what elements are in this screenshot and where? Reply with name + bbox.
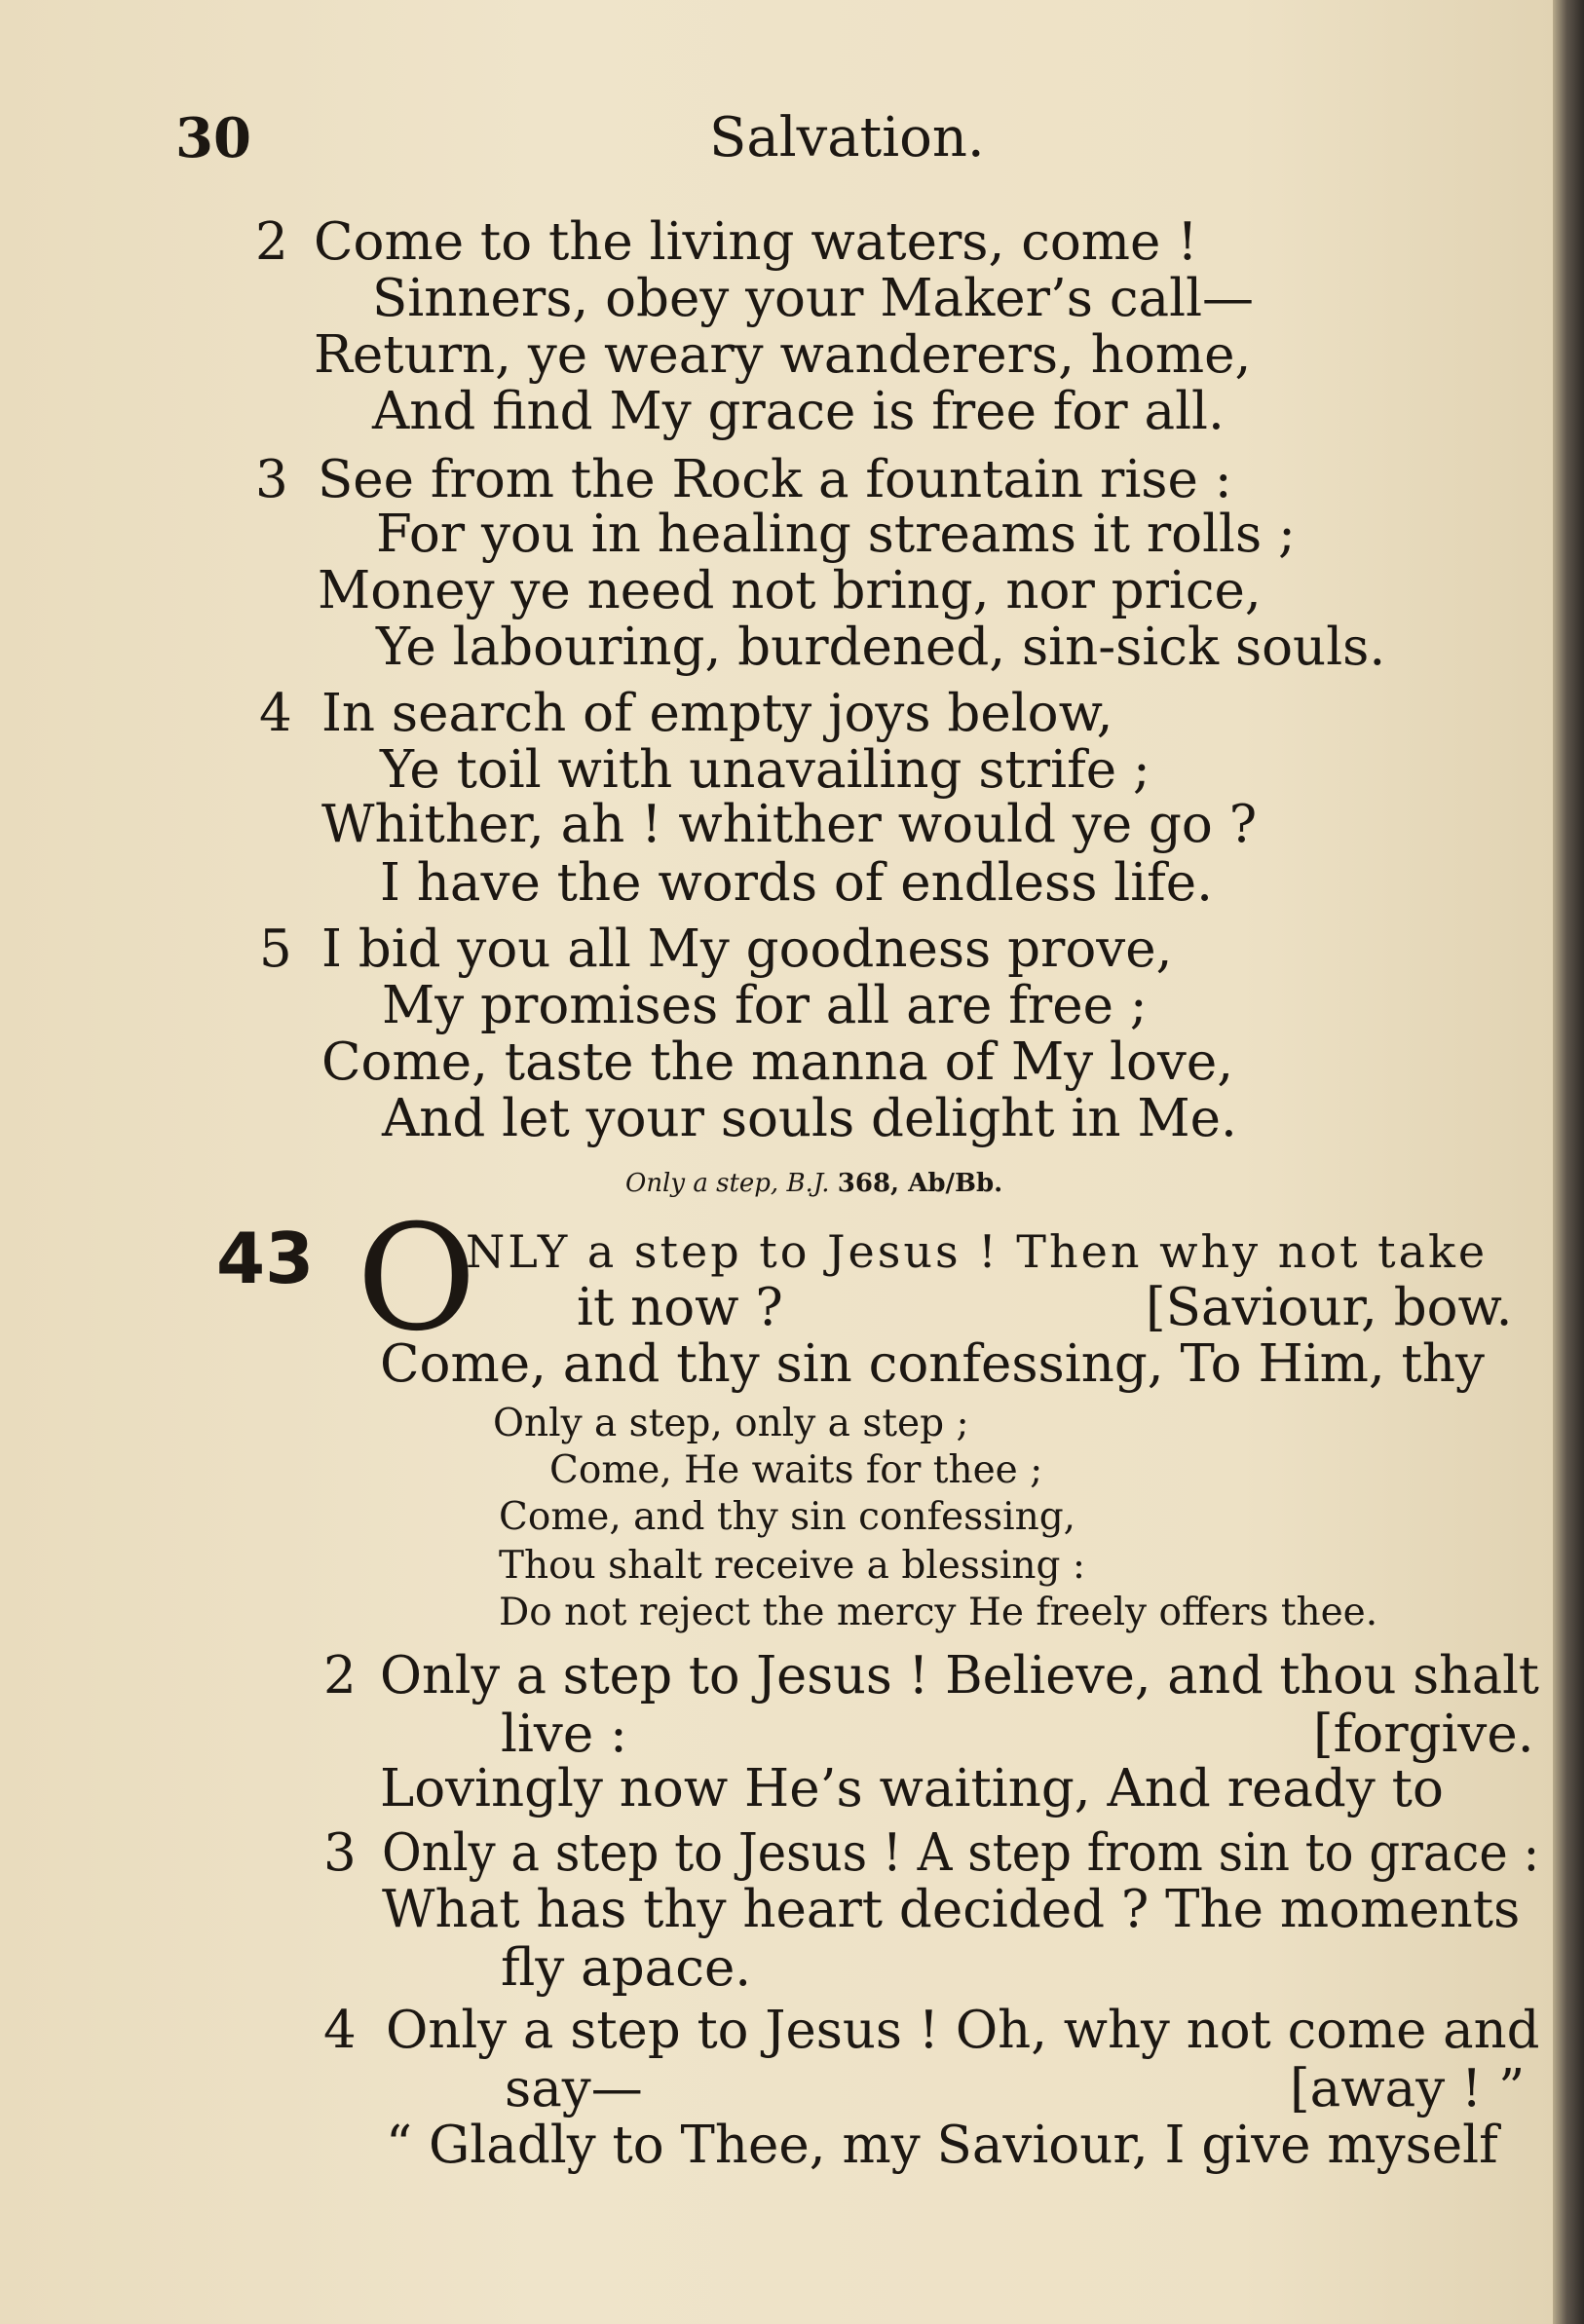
chorus-line: Come, and thy sin confessing,: [499, 1495, 1076, 1539]
verse-line: And find My grace is free for all.: [372, 382, 1225, 441]
verse-number: 2: [323, 1646, 357, 1706]
verse-line: [away ! ”: [1290, 2059, 1526, 2118]
verse-number: 3: [323, 1823, 357, 1883]
drop-cap: O: [357, 1194, 476, 1364]
verse-line: Come, taste the manna of My love,: [321, 1032, 1234, 1092]
chorus-line: Thou shalt receive a blessing :: [499, 1544, 1085, 1588]
verse-line: Whither, ah ! whither would ye go ?: [321, 795, 1258, 854]
verse-line: See from the Rock a fountain rise :: [318, 450, 1232, 509]
verse-line: I have the words of endless life.: [380, 853, 1213, 913]
verse-line: fly apace.: [501, 1938, 752, 1998]
verse-line: “ Gladly to Thee, my Saviour, I give myself: [386, 2116, 1498, 2175]
book-spine-edge: [1553, 0, 1584, 2324]
hymn-number: 43: [216, 1218, 315, 1299]
verse-line: I bid you all My goodness prove,: [321, 919, 1173, 979]
verse-line: Money ye need not bring, nor price,: [318, 561, 1262, 620]
chorus-line: Do not reject the mercy He freely offers thee.: [499, 1591, 1378, 1634]
verse-line: For you in healing streams it rolls ;: [376, 505, 1296, 564]
verse-line: NLY a step to Jesus ! Then why not take: [466, 1225, 1489, 1278]
verse-line: Lovingly now He’s waiting, And ready to: [380, 1759, 1444, 1818]
verse-line: live :: [501, 1705, 627, 1764]
verse-line: Only a step to Jesus ! Believe, and thou shalt: [380, 1646, 1539, 1706]
verse-line: Only a step to Jesus ! A step from sin to grace :: [382, 1823, 1540, 1883]
tune-key: 368, Ab/Bb.: [837, 1169, 1003, 1198]
tune-reference: [625, 1171, 1002, 1196]
verse-line: Only a step to Jesus ! Oh, why not come and: [386, 2001, 1540, 2060]
verse-line: Sinners, obey your Maker’s call—: [372, 269, 1255, 328]
verse-line: Ye toil with unavailing strife ;: [380, 740, 1150, 800]
verse-line: it now ?: [577, 1278, 783, 1337]
verse-line: Ye labouring, burdened, sin-sick souls.: [376, 618, 1386, 677]
verse-number: 5: [259, 919, 292, 979]
verse-line: Return, ye weary wanderers, home,: [314, 325, 1252, 385]
page-number: 30: [175, 106, 251, 170]
verse-line: My promises for all are free ;: [382, 976, 1148, 1035]
verse-line: In search of empty joys below,: [321, 684, 1113, 743]
verse-line: What has thy heart decided ? The moments: [382, 1880, 1521, 1939]
verse-number: 4: [323, 2001, 357, 2060]
tune-name: Only a step, B.J.: [625, 1169, 830, 1198]
verse-line: Come, and thy sin confessing, To Him, thy: [380, 1334, 1485, 1394]
verse-line: [Saviour, bow.: [1146, 1278, 1513, 1337]
page-title: Salvation.: [709, 106, 985, 169]
verse-line: And let your souls delight in Me.: [382, 1089, 1237, 1148]
verse-number: 3: [255, 450, 288, 509]
verse-line: [forgive.: [1313, 1705, 1534, 1764]
verse-line: say—: [505, 2059, 643, 2118]
verse-line: Come to the living waters, come !: [314, 212, 1198, 272]
verse-number: 2: [255, 212, 288, 272]
verse-number: 4: [259, 684, 292, 743]
chorus-line: Only a step, only a step ;: [493, 1402, 969, 1445]
chorus-line: Come, He waits for thee ;: [549, 1448, 1043, 1492]
